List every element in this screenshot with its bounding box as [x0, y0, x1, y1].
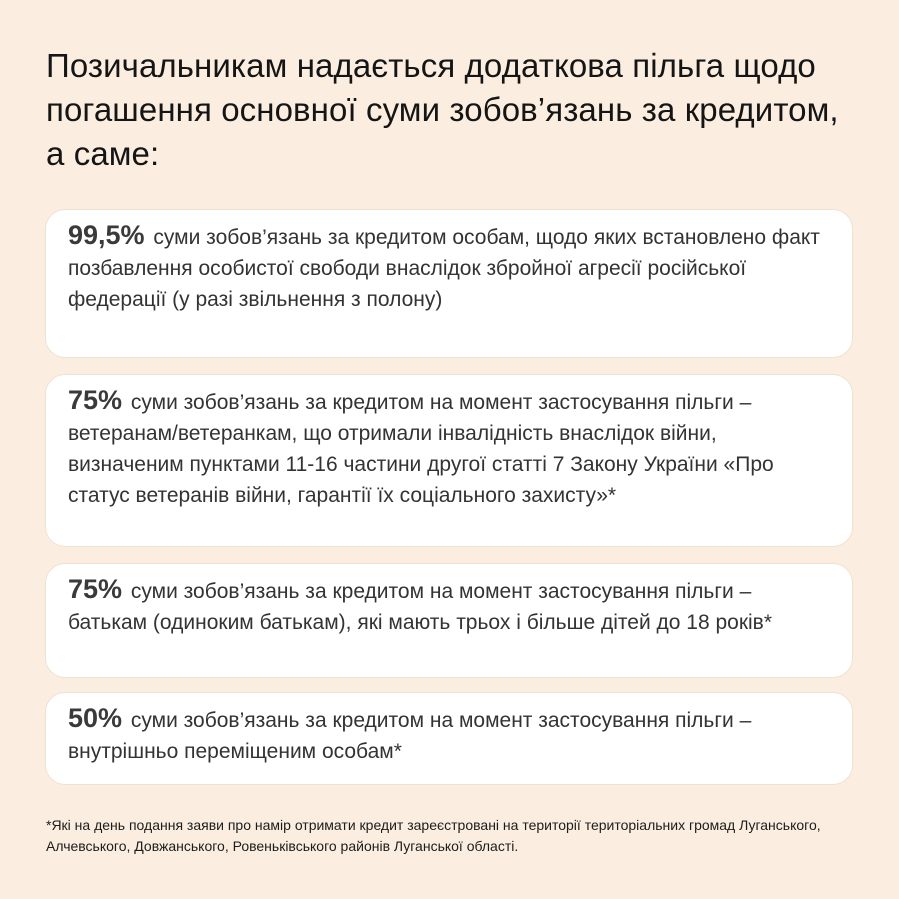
benefit-description: суми зобов’язань за кредитом на момент застосування пільги – батькам (одиноким батькам), які мають трьох і більше дітей до 18 років*: [68, 580, 773, 634]
benefit-percent: 50%: [68, 703, 123, 733]
benefit-percent: 75%: [68, 385, 123, 415]
benefit-percent: 99,5%: [68, 220, 145, 250]
benefit-description: суми зобов’язань за кредитом особам, щодо яких встановлено факт позбавлення особистої свободи внаслідок збройної агресії російської федерації (у разі звільнення з полону): [68, 226, 820, 311]
benefit-description: суми зобов’язань за кредитом на момент застосування пільги – ветеранам/ветеранкам, що отримали інвалідність внаслідок війни, визначеним пунктами 11-16 частини другої статті 7 Закону України «Про статус ветеранів війни, гарантії їх соціального захисту»*: [68, 391, 774, 507]
benefit-card-99-5: [45, 209, 853, 358]
benefit-card-75-veterans: [45, 374, 853, 547]
benefit-percent: 75%: [68, 574, 123, 604]
footnote: *Які на день подання заяви про намір отримати кредит зареєстровані на території територіальних громад Луганського, Алчевського, Довжанського, Ровеньківського районів Луганської області.: [46, 817, 821, 854]
benefit-card-75-parents: [45, 563, 853, 678]
page-title: Позичальникам надається додаткова пільга щодо погашення основної суми зобов’язань за кредитом, а саме:: [46, 47, 839, 172]
benefit-card-50-idp: [45, 692, 853, 785]
benefit-description: суми зобов’язань за кредитом на момент застосування пільги – внутрішньо переміщеним особам*: [68, 709, 752, 763]
